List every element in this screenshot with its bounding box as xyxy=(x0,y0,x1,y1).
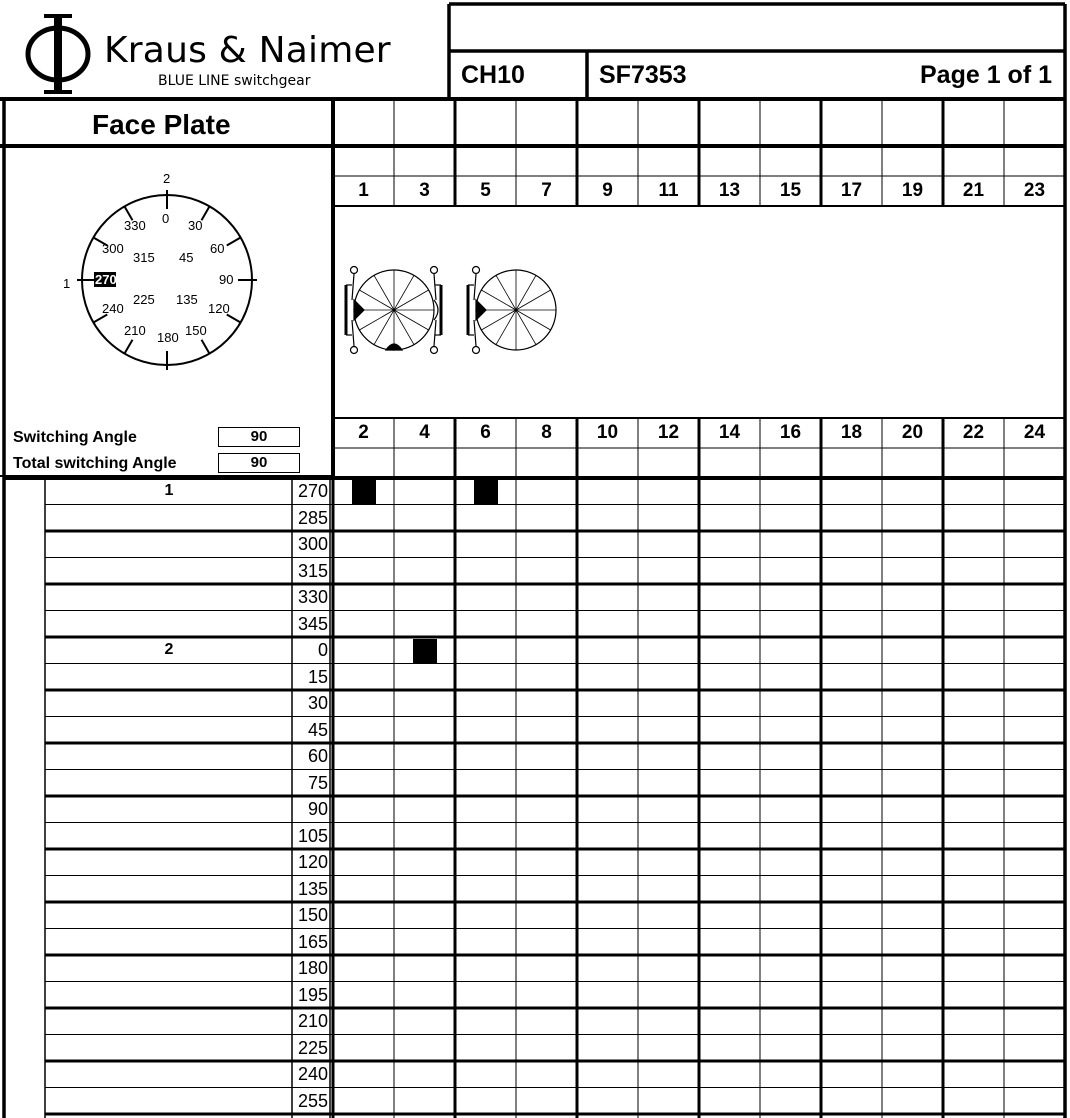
terminal-top-5: 5 xyxy=(480,180,491,201)
position-degree: 285 xyxy=(297,507,328,528)
position-degree: 255 xyxy=(297,1090,328,1111)
terminal-bottom-8: 8 xyxy=(541,422,552,443)
dial-angle-60: 60 xyxy=(210,241,225,256)
position-degree: 105 xyxy=(297,825,328,846)
dial-angle-225: 225 xyxy=(133,292,155,307)
terminal-top-13: 13 xyxy=(718,180,741,201)
position-degree: 90 xyxy=(307,799,328,819)
terminal-top-7: 7 xyxy=(541,180,552,201)
position-degree: 210 xyxy=(297,1011,328,1031)
position-degree: 45 xyxy=(307,719,328,740)
position-degree: 225 xyxy=(297,1037,328,1058)
terminal-top-15: 15 xyxy=(779,180,802,201)
dial-angle-0: 0 xyxy=(162,211,170,226)
terminal-bottom-14: 14 xyxy=(718,422,741,443)
position-degree: 330 xyxy=(297,587,328,607)
dial-angle-210: 210 xyxy=(124,323,146,338)
switching-angle-label: Switching Angle xyxy=(13,429,137,446)
terminal-bottom-18: 18 xyxy=(840,422,863,443)
terminal-top-1: 1 xyxy=(358,180,369,201)
series-code: CH10 xyxy=(461,61,525,89)
dial-angle-120: 120 xyxy=(208,301,230,316)
terminal-bottom-16: 16 xyxy=(779,422,802,443)
position-degree: 180 xyxy=(297,958,328,978)
dial-angle-highlighted: 270 xyxy=(95,272,117,287)
dial-angle-300: 300 xyxy=(102,241,124,256)
position-degree: 300 xyxy=(297,534,328,554)
position-degree: 150 xyxy=(297,905,328,925)
face-plate-title: Face Plate xyxy=(92,109,231,140)
contact-cam-1 xyxy=(346,267,441,354)
brand-logo xyxy=(20,10,96,94)
terminal-top-3: 3 xyxy=(419,180,430,201)
position-degree: 60 xyxy=(307,746,328,766)
terminal-bottom-4: 4 xyxy=(419,422,430,443)
dial-angle-180: 180 xyxy=(157,330,179,345)
terminal-top-17: 17 xyxy=(840,180,863,201)
position-degree: 345 xyxy=(297,613,328,634)
terminal-bottom-2: 2 xyxy=(358,422,369,443)
dial-position-2-label: 2 xyxy=(163,171,171,186)
dial-angle-45: 45 xyxy=(179,250,194,265)
contact-cam-2 xyxy=(468,267,556,354)
position-degree: 270 xyxy=(297,481,328,501)
position-name: 2 xyxy=(164,641,174,658)
dial-angle-315: 315 xyxy=(133,250,155,265)
terminal-top-19: 19 xyxy=(901,180,924,201)
position-degree: 195 xyxy=(297,984,328,1005)
terminal-bottom-12: 12 xyxy=(657,422,680,443)
position-degree: 240 xyxy=(297,1064,328,1084)
terminal-top-9: 9 xyxy=(602,180,613,201)
dial-angle-90: 90 xyxy=(219,272,234,287)
terminal-bottom-10: 10 xyxy=(596,422,619,443)
position-name: 1 xyxy=(164,482,174,499)
company-tagline: BLUE LINE switchgear xyxy=(158,73,311,89)
position-degree: 75 xyxy=(307,772,328,793)
terminal-bottom-6: 6 xyxy=(480,422,491,443)
terminal-bottom-22: 22 xyxy=(962,422,985,443)
position-degree: 30 xyxy=(307,693,328,713)
position-degree: 15 xyxy=(307,666,328,687)
company-name: Kraus & Naimer xyxy=(104,30,391,71)
dial-angle-150: 150 xyxy=(185,323,207,338)
contact-diagram xyxy=(346,267,556,354)
switching-angle-value: 90 xyxy=(218,427,300,447)
total-switching-angle-label: Total switching Angle xyxy=(13,455,177,472)
dial-position-1-label: 1 xyxy=(63,276,71,291)
dial-angle-30: 30 xyxy=(188,218,203,233)
dial-angle-240: 240 xyxy=(102,301,124,316)
terminal-top-11: 11 xyxy=(658,180,679,201)
dial-angle-135: 135 xyxy=(176,292,198,307)
position-degree: 315 xyxy=(297,560,328,581)
position-degree: 165 xyxy=(297,931,328,952)
position-degree: 135 xyxy=(297,878,328,899)
terminal-top-21: 21 xyxy=(962,180,985,201)
terminal-bottom-20: 20 xyxy=(901,422,924,443)
page-indicator: Page 1 of 1 xyxy=(920,61,1052,89)
dial-angle-330: 330 xyxy=(124,218,146,233)
position-degree: 0 xyxy=(317,640,328,660)
terminal-bottom-24: 24 xyxy=(1023,422,1046,443)
position-degree: 120 xyxy=(297,852,328,872)
contact-closed-mark xyxy=(413,639,437,664)
contact-closed-mark xyxy=(474,480,498,505)
contact-closed-mark xyxy=(352,480,376,505)
terminal-top-23: 23 xyxy=(1023,180,1046,201)
total-switching-angle-value: 90 xyxy=(218,453,300,473)
part-number: SF7353 xyxy=(599,61,687,89)
